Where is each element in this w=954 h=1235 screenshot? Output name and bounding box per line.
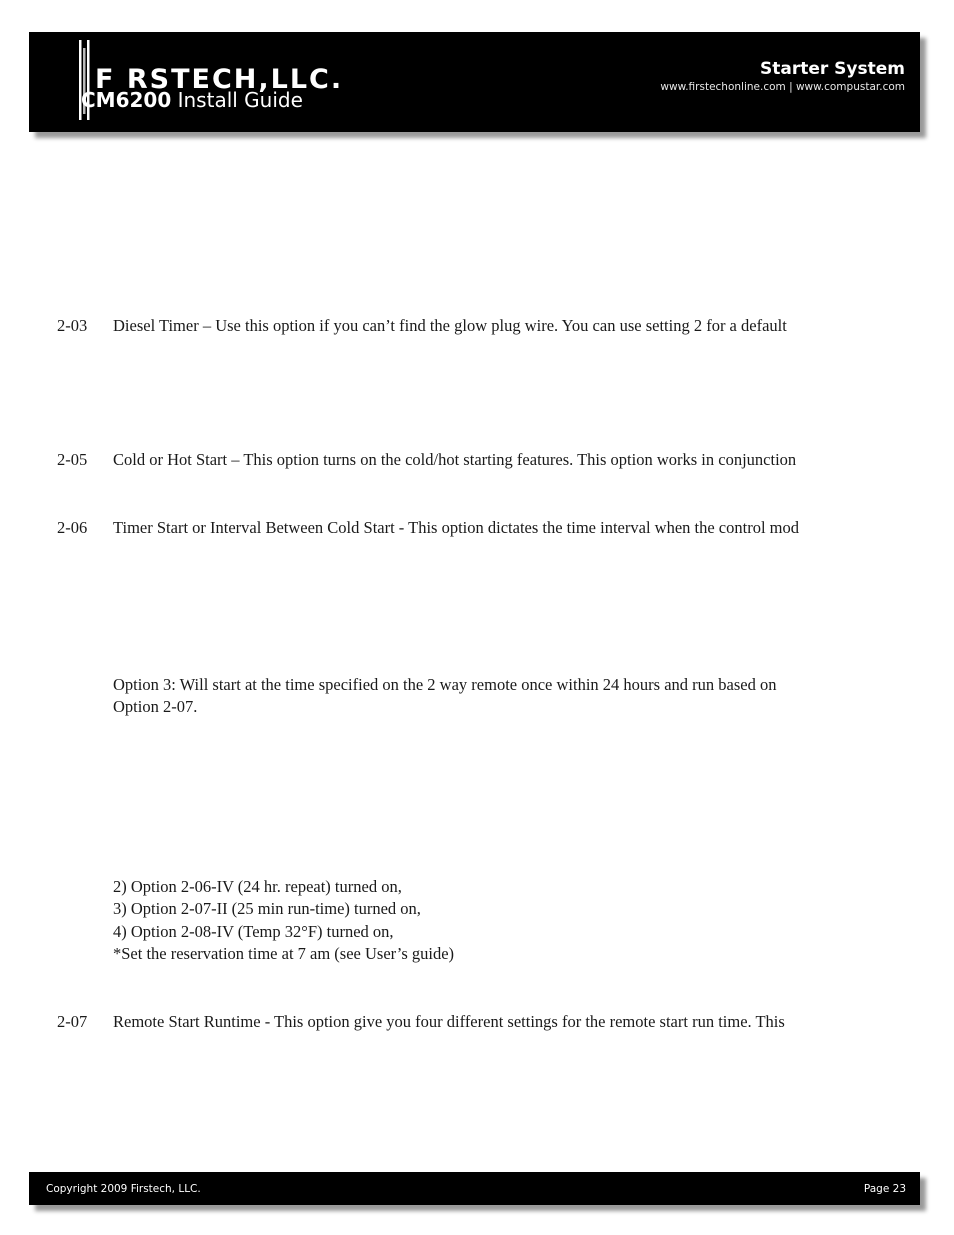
header-info (660, 59, 905, 93)
option-number: 2-05 (57, 450, 88, 469)
option-number: 2-07 (57, 1012, 88, 1031)
logo-text: F RSTECH,LLC. (95, 64, 344, 95)
product-model: CM6200 (81, 88, 172, 112)
option-text: Diesel Timer – Use this option if you can’t find the glow plug wire. You can use setting 2 for a default (113, 316, 787, 335)
option-text: Cold or Hot Start – This option turns on the cold/hot starting features. This option works in conjunction (113, 450, 797, 469)
system-title: Starter System (760, 59, 905, 79)
header-urls: www.firstechonline.com | www.compustar.com (660, 81, 905, 93)
page-number: Page 23 (863, 1183, 906, 1195)
option-text: Remote Start Runtime - This option give you four different settings for the remote start run time. This (113, 1012, 785, 1031)
option-text: Timer Start or Interval Between Cold Start - This option dictates the time interval when the control mod (113, 518, 799, 537)
option-number: 2-06 (57, 518, 88, 537)
guide-label: Install Guide (171, 88, 303, 112)
option-number: 2-03 (57, 316, 88, 335)
page-header (29, 32, 920, 132)
copyright-text: Copyright 2009 Firstech, LLC. (46, 1183, 201, 1195)
guide-title (81, 88, 303, 112)
page-footer (29, 1172, 920, 1205)
